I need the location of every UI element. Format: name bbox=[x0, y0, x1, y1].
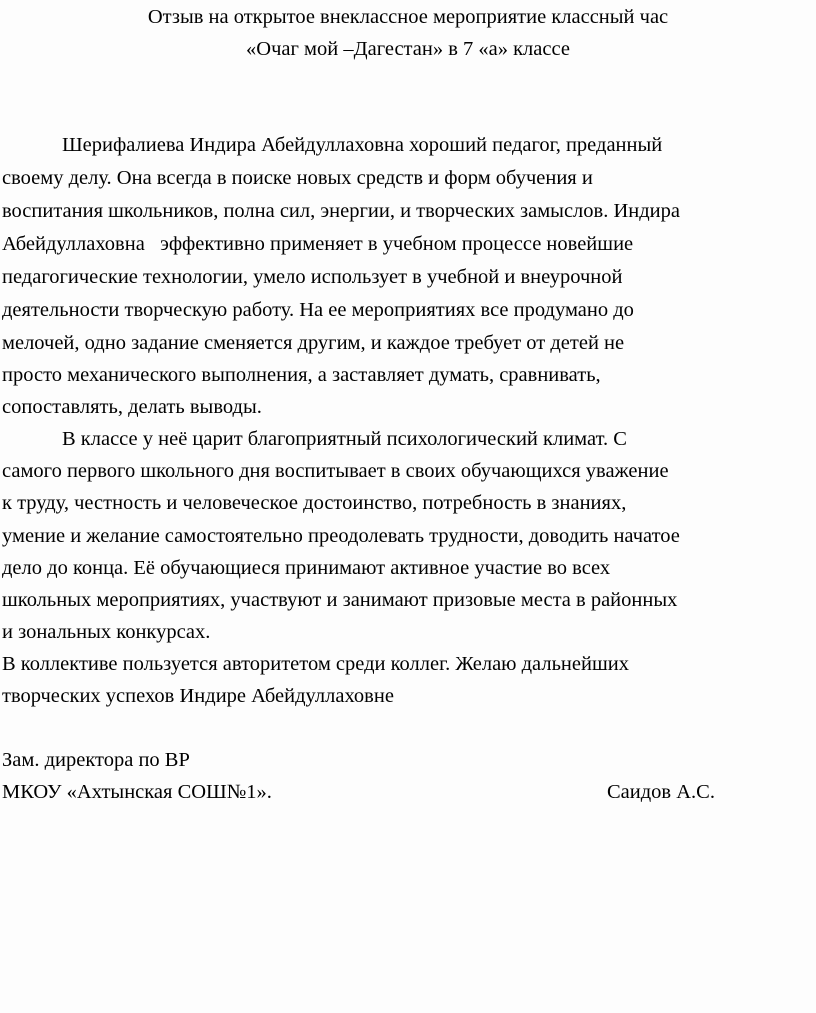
paragraph-line: своему делу. Она всегда в поиске новых средств и форм обучения и bbox=[2, 167, 593, 189]
document-title-line-1: Отзыв на открытое внеклассное мероприятие классный час bbox=[147, 6, 669, 28]
paragraph-line: и зональных конкурсах. bbox=[2, 621, 211, 643]
paragraph-line: В классе у неё царит благоприятный психологический климат. С bbox=[62, 428, 627, 450]
paragraph-line: школьных мероприятиях, участвуют и занимают призовые места в районных bbox=[2, 589, 678, 611]
paragraph-line: Шерифалиева Индира Абейдуллаховна хороший педагог, преданный bbox=[62, 134, 663, 156]
paragraph-line: воспитания школьников, полна сил, энергии, и творческих замыслов. Индира bbox=[2, 200, 680, 222]
document-title-line-2: «Очаг мой –Дагестан» в 7 «а» классе bbox=[246, 38, 570, 60]
signature-position: Зам. директора по ВР bbox=[2, 749, 190, 771]
paragraph-line: мелочей, одно задание сменяется другим, и каждое требует от детей не bbox=[2, 332, 625, 354]
paragraph-line: дело до конца. Её обучающиеся принимают активное участие во всех bbox=[2, 557, 611, 579]
paragraph-line: к труду, честность и человеческое достоинство, потребность в знаниях, bbox=[2, 492, 627, 514]
paragraph-line: сопоставлять, делать выводы. bbox=[2, 396, 262, 418]
paragraph-line: просто механического выполнения, а заставляет думать, сравнивать, bbox=[2, 364, 601, 386]
paragraph-line: творческих успехов Индире Абейдуллаховне bbox=[2, 685, 394, 707]
signature-name: Саидов А.С. bbox=[607, 781, 715, 803]
paragraph-line: умение и желание самостоятельно преодолевать трудности, доводить начатое bbox=[2, 525, 680, 547]
paragraph-line: педагогические технологии, умело использует в учебной и внеурочной bbox=[2, 266, 623, 288]
paragraph-line: самого первого школьного дня воспитывает в своих обучающихся уважение bbox=[2, 460, 669, 482]
signature-organization: МКОУ «Ахтынская СОШ№1». bbox=[2, 781, 272, 803]
paragraph-line: деятельности творческую работу. На ее мероприятиях все продумано до bbox=[2, 299, 634, 321]
paragraph-line: В коллективе пользуется авторитетом среди коллег. Желаю дальнейших bbox=[2, 653, 629, 675]
paragraph-line: Абейдуллаховна эффективно применяет в учебном процессе новейшие bbox=[2, 233, 634, 255]
